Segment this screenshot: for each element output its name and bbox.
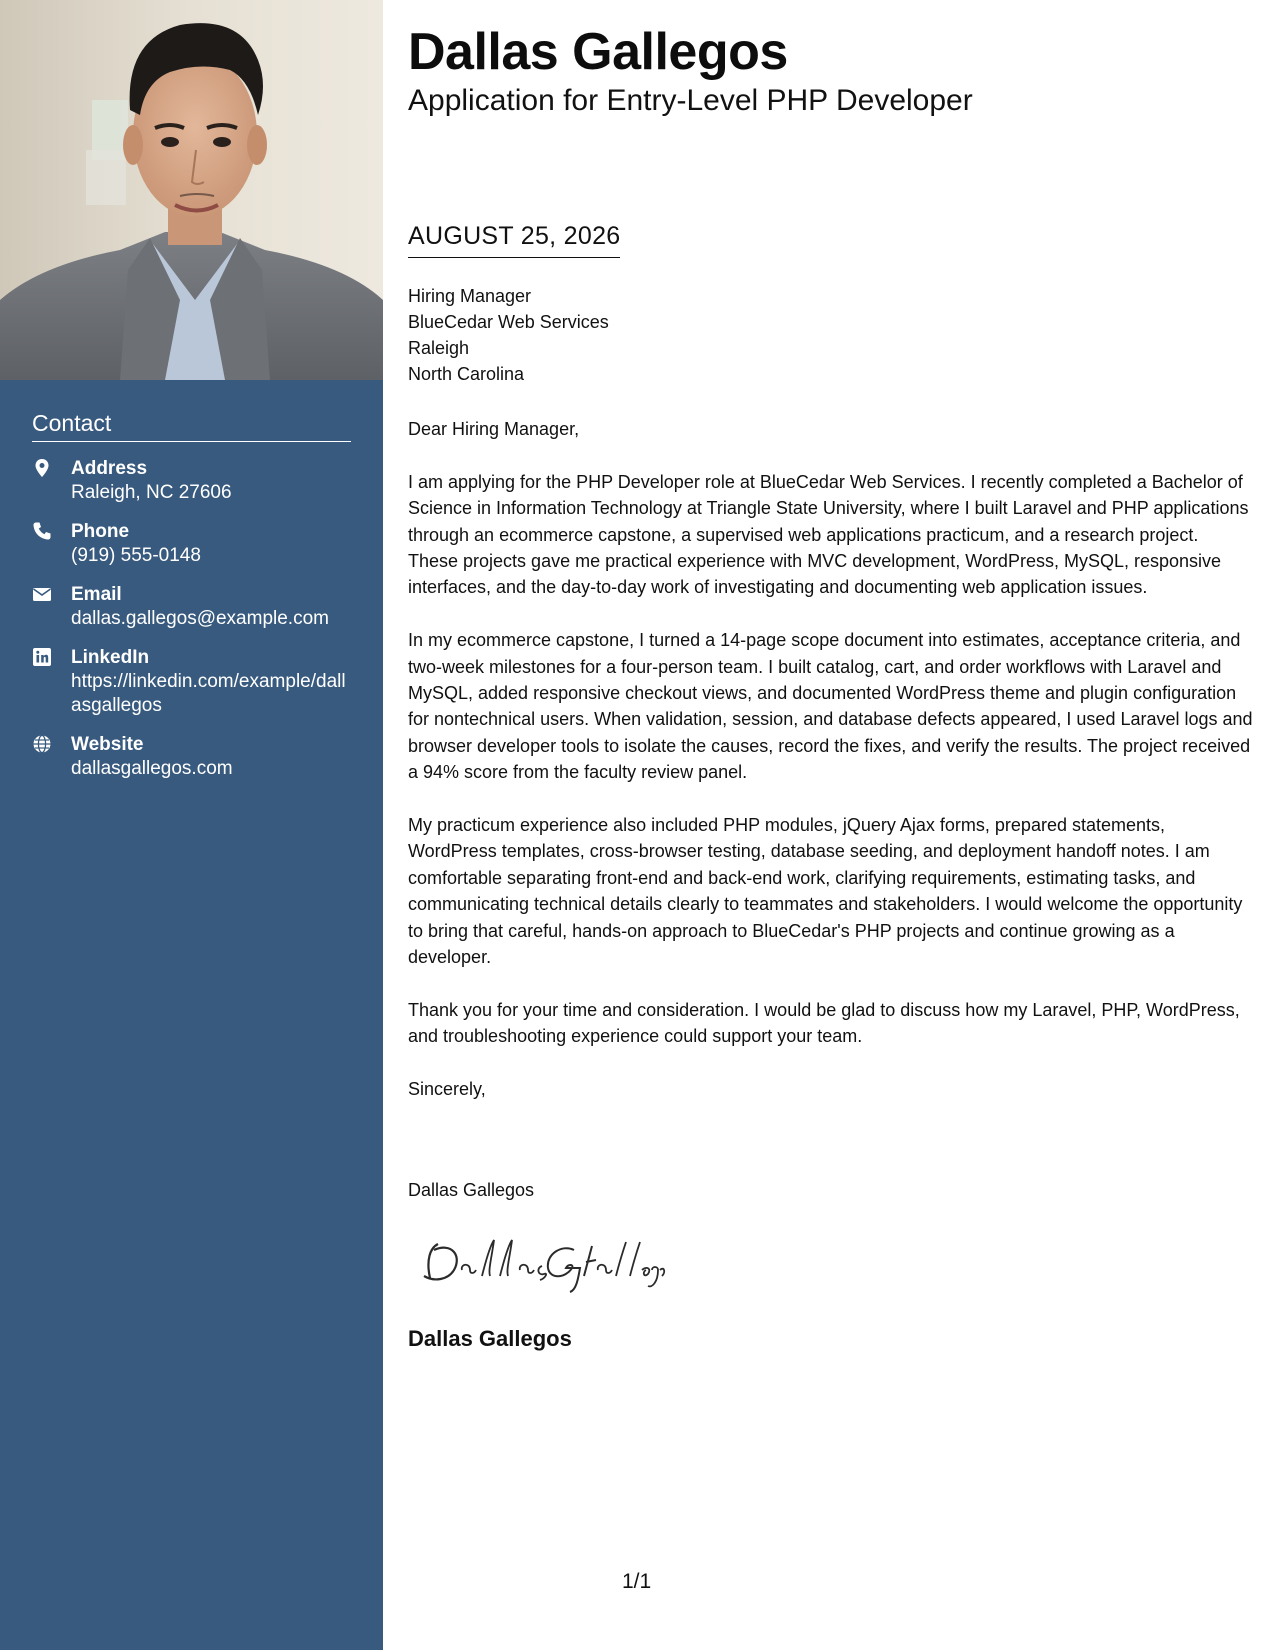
salutation: Dear Hiring Manager,	[408, 419, 580, 439]
contact-item-website	[32, 733, 351, 781]
location-pin-icon	[32, 458, 52, 478]
typed-name: Dallas Gallegos	[408, 1180, 535, 1200]
email-value[interactable]: dallas.gallegos@example.com	[71, 608, 329, 629]
envelope-icon	[32, 584, 52, 604]
linkedin-icon	[32, 647, 52, 667]
recipient-block	[408, 283, 609, 387]
profile-photo	[0, 0, 383, 380]
sidebar	[0, 0, 383, 1650]
letter-text	[408, 416, 1253, 1129]
address-label: Address	[71, 458, 148, 479]
recipient-line: BlueCedar Web Services	[408, 312, 609, 332]
paragraph: I am applying for the PHP Developer role at BlueCedar Web Services. I recently completed a Bachelor of Science in Information Technology at Triangle State University, where I built Laravel and PHP applications through an ecommerce capstone, a supervised web applications practicum, and a research project. These projects gave me practical experience with MVC development, WordPress, MySQL, responsive interfaces, and the day-to-day work of investigating and documenting web application issues.	[408, 471, 1249, 598]
linkedin-label: LinkedIn	[71, 647, 150, 668]
contact-item-linkedin	[32, 646, 351, 718]
contact-item-email	[32, 583, 351, 631]
phone-value[interactable]: (919) 555-0148	[71, 545, 201, 566]
page-number: 1/1	[622, 1570, 652, 1593]
closing: Sincerely,	[408, 1079, 486, 1100]
email-label: Email	[71, 584, 122, 605]
paragraph: Thank you for your time and consideration. I would be glad to discuss how my Laravel, PHP, WordPress, and troubleshooting experience could support your team.	[408, 999, 1240, 1047]
contact-heading: Contact	[32, 410, 351, 442]
website-value[interactable]: dallasgallegos.com	[71, 758, 233, 779]
contact-item-phone	[32, 520, 351, 568]
handwritten-signature	[416, 1230, 666, 1300]
paragraph: In my ecommerce capstone, I turned a 14-page scope document into estimates, acceptance criteria, and two-week milestones for a four-person team. I built catalog, cart, and order workflows with Laravel and MySQL, added responsive checkout views, and documented WordPress theme and plugin configuration for nontechnical users. When validation, session, and database defects appeared, I used Laravel logs and browser developer tools to isolate the causes, record the fixes, and verify the results. The project received a 94% score from the faculty review panel.	[408, 630, 1253, 783]
phone-label: Phone	[71, 521, 130, 542]
signer-name: Dallas Gallegos	[408, 1326, 572, 1351]
globe-icon	[32, 734, 52, 754]
applicant-name: Dallas Gallegos	[408, 23, 788, 81]
recipient-line: Hiring Manager	[408, 286, 532, 306]
contact-item-address	[32, 457, 351, 505]
linkedin-value[interactable]: https://linkedin.com/example/dallasgallegos	[71, 671, 346, 716]
letter-date: AUGUST 25, 2026	[408, 222, 620, 258]
website-label: Website	[71, 734, 144, 755]
address-value: Raleigh, NC 27606	[71, 482, 232, 503]
application-subtitle: Application for Entry-Level PHP Developer	[408, 84, 973, 117]
contact-section	[32, 410, 351, 781]
recipient-line: North Carolina	[408, 364, 525, 384]
recipient-line: Raleigh	[408, 338, 470, 358]
portrait-photo	[0, 0, 383, 380]
phone-icon	[32, 521, 52, 541]
paragraph: My practicum experience also included PHP modules, jQuery Ajax forms, prepared statements, WordPress templates, cross-browser testing, database seeding, and deployment handoff notes. I am comfortable separating front-end and back-end work, clarifying requirements, estimating tasks, and communicating technical details clearly to teammates and stakeholders. I would welcome the opportunity to bring that careful, hands-on approach to BlueCedar's PHP projects and continue growing as a developer.	[408, 815, 1243, 968]
